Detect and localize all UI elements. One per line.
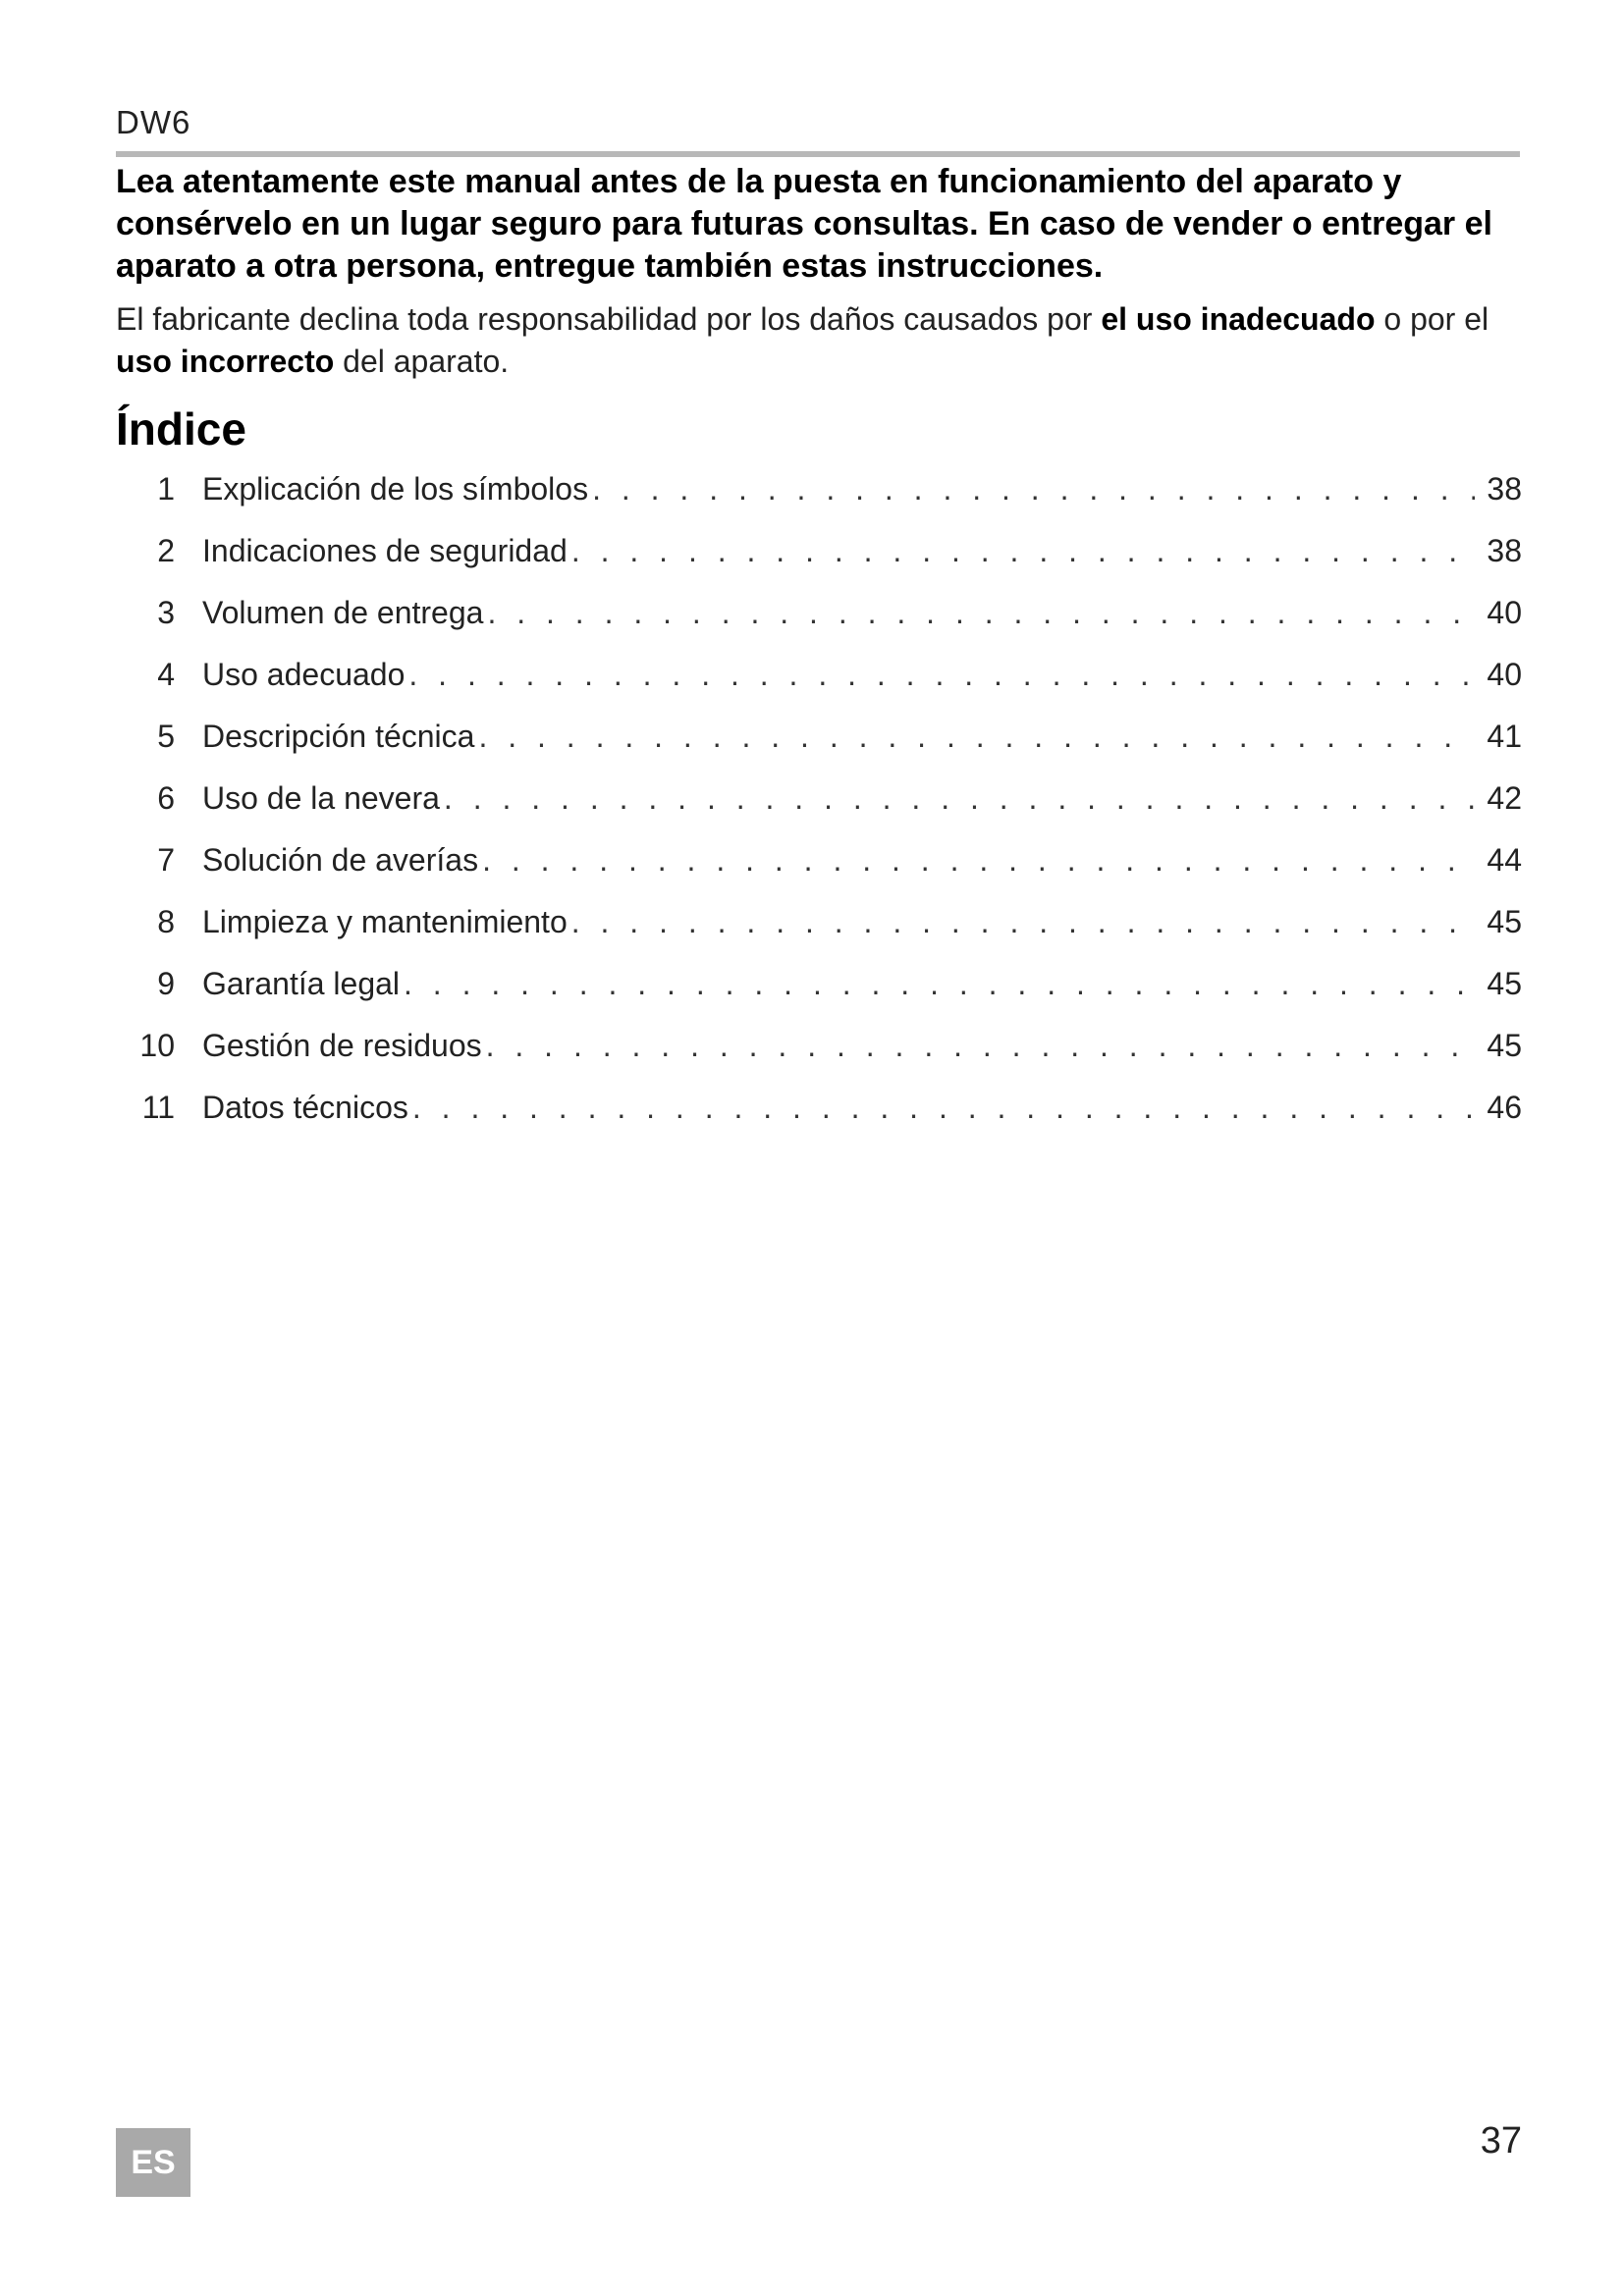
toc-entry-number: 9 (157, 966, 175, 1001)
toc-entry-number: 1 (157, 471, 175, 507)
toc-entry-number: 6 (157, 780, 175, 816)
toc-entry-title: Uso adecuado (202, 657, 406, 692)
toc-entry-page: 41 (1487, 719, 1522, 754)
toc-dot-leader (571, 904, 1475, 940)
toc-dot-leader (487, 595, 1475, 631)
toc-entry-5[interactable] (128, 719, 1522, 780)
toc-entry-page: 40 (1487, 595, 1522, 630)
disclaimer (116, 298, 1520, 383)
toc-entry-title: Descripción técnica (202, 719, 475, 754)
toc-entry-page: 42 (1487, 780, 1522, 816)
toc-dot-leader (412, 1090, 1475, 1126)
toc-entry-number: 7 (157, 842, 175, 878)
toc-entry-title: Gestión de residuos (202, 1028, 482, 1063)
disclaimer-emphasis-2: uso incorrecto (116, 344, 335, 379)
toc-entry-title: Uso de la nevera (202, 780, 440, 816)
toc-entry-2[interactable] (128, 533, 1522, 595)
toc-dot-leader (478, 719, 1475, 755)
toc-entry-page: 46 (1487, 1090, 1522, 1125)
toc-dot-leader (444, 780, 1475, 817)
toc-entry-title: Indicaciones de seguridad (202, 533, 568, 568)
disclaimer-emphasis-1: el uso inadecuado (1101, 301, 1376, 337)
toc-entry-page: 45 (1487, 966, 1522, 1001)
toc-dot-leader (486, 1028, 1475, 1064)
toc-entry-number: 8 (157, 904, 175, 939)
page-number: 37 (1480, 2120, 1522, 2162)
toc-entry-title: Explicación de los símbolos (202, 471, 589, 507)
toc-entry-3[interactable] (128, 595, 1522, 657)
toc-entry-page: 38 (1487, 533, 1522, 568)
toc-entry-number: 4 (157, 657, 175, 692)
toc-entry-title: Solución de averías (202, 842, 479, 878)
header-divider (116, 151, 1520, 157)
model-name: DW6 (116, 104, 191, 140)
toc-entry-1[interactable] (128, 471, 1522, 533)
toc-entry-page: 45 (1487, 1028, 1522, 1063)
disclaimer-text-1: El fabricante declina toda responsabilidad por los daños causados por (116, 301, 1102, 337)
toc-dot-leader (592, 471, 1475, 507)
toc-entry-page: 38 (1487, 471, 1522, 507)
toc-entry-number: 3 (157, 595, 175, 630)
table-of-contents (128, 471, 1522, 1151)
toc-entry-page: 40 (1487, 657, 1522, 692)
toc-entry-title: Limpieza y mantenimiento (202, 904, 568, 939)
toc-entry-title: Datos técnicos (202, 1090, 408, 1125)
toc-entry-page: 44 (1487, 842, 1522, 878)
disclaimer-text-3: del aparato. (334, 344, 510, 379)
toc-dot-leader (404, 966, 1475, 1002)
toc-entry-number: 2 (157, 533, 175, 568)
toc-entry-number: 11 (141, 1090, 175, 1125)
language-badge: ES (116, 2128, 190, 2197)
toc-entry-title: Garantía legal (202, 966, 401, 1001)
toc-entry-9[interactable] (128, 966, 1522, 1028)
disclaimer-text-2: o por el (1375, 301, 1489, 337)
toc-heading: Índice (116, 403, 246, 454)
toc-entry-number: 10 (139, 1028, 175, 1063)
toc-entry-11[interactable] (128, 1090, 1522, 1151)
toc-entry-page: 45 (1487, 904, 1522, 939)
toc-dot-leader (482, 842, 1475, 879)
intro-warning: Lea atentamente este manual antes de la puesta en funcionamiento del aparato y consérvelo en un lugar seguro para futuras consultas. En caso de vender o entregar el aparato a otra persona, entregue también estas instrucciones. (116, 163, 1492, 285)
toc-dot-leader (408, 657, 1475, 693)
toc-entry-6[interactable] (128, 780, 1522, 842)
toc-entry-7[interactable] (128, 842, 1522, 904)
toc-entry-10[interactable] (128, 1028, 1522, 1090)
toc-entry-4[interactable] (128, 657, 1522, 719)
toc-entry-number: 5 (157, 719, 175, 754)
toc-entry-title: Volumen de entrega (202, 595, 484, 630)
toc-dot-leader (571, 533, 1475, 569)
toc-entry-8[interactable] (128, 904, 1522, 966)
